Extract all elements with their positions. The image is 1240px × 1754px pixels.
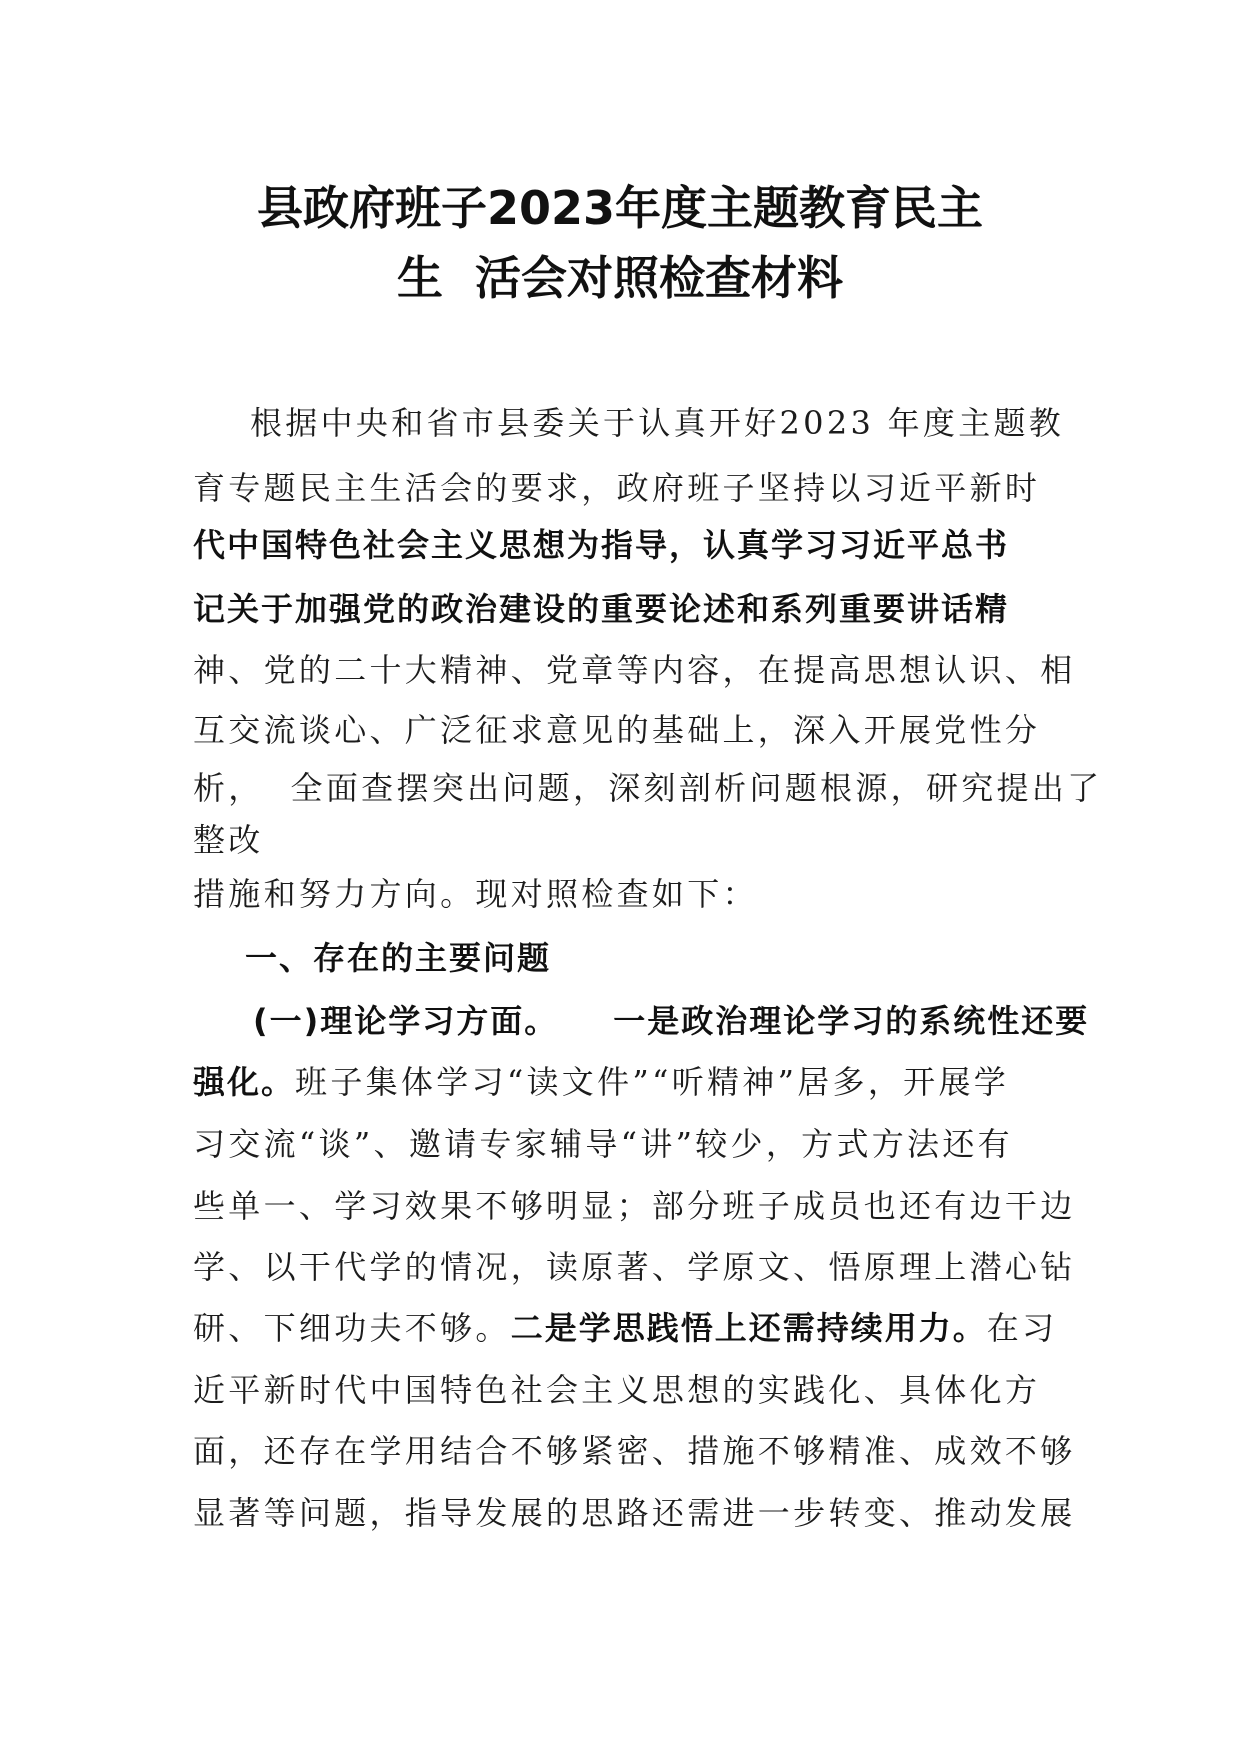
intro-line-2: 育专题民主生活会的要求，政府班子坚持以习近平新时	[193, 469, 1041, 507]
body-line-8: 面，还存在学用结合不够紧密、措施不够精准、成效不够	[193, 1432, 1076, 1470]
point-2-lead: 二是学思践悟上还需持续用力。	[510, 1309, 987, 1347]
point-1-lead-end: 强化。	[193, 1063, 296, 1101]
sub-item-line-2-text: 班子集体学习“读文件”“听精神”居多，开展学	[295, 1063, 1010, 1101]
sub-item-line-1	[253, 1001, 1133, 1041]
intro-line-8: 整改	[193, 821, 264, 859]
document-title-line-2: 生 活会对照检查材料	[396, 251, 844, 305]
point-1-lead: 一是政治理论学习的系统性还要	[613, 1002, 1090, 1040]
intro-line-1: 根据中央和省市县委关于认真开好2023 年度主题教	[250, 404, 1065, 442]
section-heading-1: 一、存在的主要问题	[245, 939, 552, 977]
body-line-6-start: 研、下细功夫不够。	[193, 1309, 511, 1347]
body-line-5: 学、以干代学的情况，读原著、学原文、悟原理上潜心钻	[193, 1248, 1076, 1286]
body-line-3: 习交流“谈”、邀请专家辅导“讲”较少，方式方法还有	[193, 1125, 1013, 1163]
intro-line-6: 互交流谈心、广泛征求意见的基础上，深入开展党性分	[193, 711, 1041, 749]
body-line-6	[193, 1308, 1073, 1348]
intro-line-5: 神、党的二十大精神、党章等内容，在提高思想认识、相	[193, 651, 1076, 689]
intro-line-4: 记关于加强党的政治建设的重要论述和系列重要讲话精	[193, 590, 1010, 628]
body-line-7: 近平新时代中国特色社会主义思想的实践化、具体化方	[193, 1371, 1041, 1409]
sub-item-line-2	[193, 1062, 1073, 1102]
body-line-6-end: 在习	[986, 1309, 1058, 1347]
sub-item-label: (一)理论学习方面。	[253, 1002, 559, 1040]
body-line-4: 些单一、学习效果不够明显；部分班子成员也还有边干边	[193, 1187, 1076, 1225]
body-line-9: 显著等问题，指导发展的思路还需进一步转变、推动发展	[193, 1494, 1076, 1532]
document-title-line-1: 县政府班子2023年度主题教育民主	[256, 181, 984, 235]
intro-line-9: 措施和努力方向。现对照检查如下：	[193, 875, 758, 913]
intro-line-7: 析， 全面查摆突出问题，深刻剖析问题根源，研究提出了	[193, 769, 1103, 807]
intro-line-3: 代中国特色社会主义思想为指导，认真学习习近平总书	[193, 526, 1010, 564]
